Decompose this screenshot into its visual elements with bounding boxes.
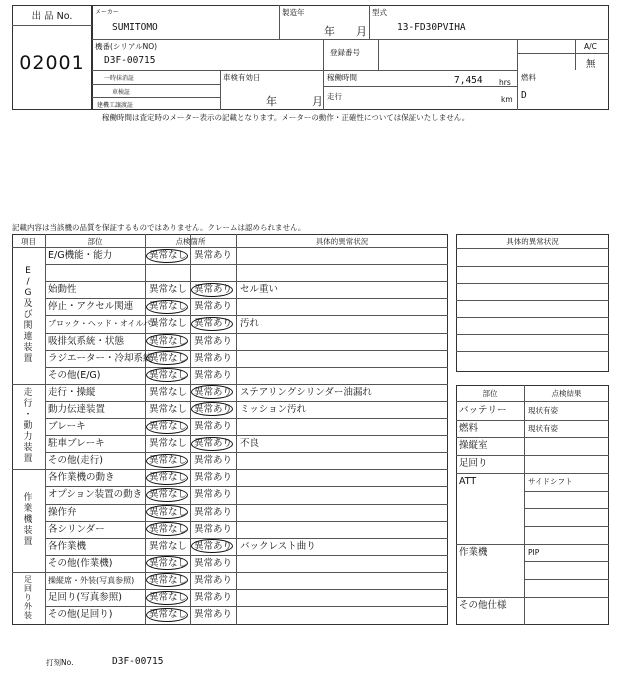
- table-row: [45, 384, 448, 401]
- group-label-char: 作: [23, 493, 33, 504]
- group-label-char: 装: [23, 443, 33, 454]
- normal-option: 異常なし: [149, 250, 188, 261]
- normal-option: 異常なし: [149, 523, 188, 535]
- temp-permit-label: 一時抹消証: [104, 75, 135, 82]
- selected-circle-mark: [146, 488, 188, 502]
- row-part: その他(E/G): [48, 369, 101, 381]
- stamp-label: 打刻No.: [46, 658, 74, 667]
- row-part: 動力伝達装置: [48, 403, 106, 415]
- normal-option: 異常なし: [149, 318, 188, 330]
- group-label-char: G: [24, 287, 32, 298]
- abnormal-option: 異常あり: [194, 284, 233, 296]
- group-label-char: 関: [23, 320, 33, 331]
- group-label: [22, 575, 34, 620]
- normal-option: 異常なし: [149, 352, 188, 364]
- selected-circle-mark: [191, 317, 233, 331]
- normal-option: 異常なし: [149, 455, 188, 467]
- right-detail-header: 具体的異常状況: [506, 237, 559, 246]
- group-label-char: 力: [23, 432, 33, 443]
- abnormal-option: 異常あり: [194, 609, 233, 621]
- abnormal-option: 異常あり: [194, 455, 233, 467]
- group-label: [22, 388, 34, 465]
- quality-notice: 記載内容は当該機の品質を保証するものではありません。クレームは認められません。: [12, 223, 306, 232]
- selected-circle-mark: [146, 505, 188, 519]
- construction-cert-label: 建機工譲渡証: [97, 102, 134, 109]
- maker-value: SUMITOMO: [112, 22, 158, 33]
- fuel-value: D: [521, 90, 527, 101]
- inspection-expiry-label: 車検有効日: [223, 73, 261, 82]
- normal-option: 異常なし: [149, 472, 188, 484]
- table-row: [45, 504, 448, 521]
- group-label-char: り: [24, 593, 32, 603]
- registration-label: 登録番号: [330, 48, 360, 57]
- table-row: [45, 606, 448, 623]
- selected-circle-mark: [146, 300, 188, 314]
- normal-option: 異常なし: [149, 335, 188, 347]
- selected-circle-mark: [146, 591, 188, 605]
- row-detail: バックレスト曲り: [240, 540, 316, 552]
- serial-value: D3F-00715: [104, 55, 156, 66]
- normal-option: 異常なし: [149, 421, 188, 432]
- abnormal-option: 異常あり: [194, 574, 233, 586]
- row-part: 各シリンダー: [48, 523, 105, 535]
- header-item: 項目: [21, 237, 36, 246]
- abnormal-option: 異常あり: [194, 523, 233, 535]
- table-row: [45, 589, 448, 606]
- table-row: [45, 281, 448, 298]
- abnormal-option: 異常あり: [194, 352, 233, 364]
- table-row: [45, 333, 448, 350]
- selected-circle-mark: [146, 522, 188, 536]
- normal-option: 異常なし: [149, 369, 188, 381]
- inspection-month-unit: 月: [312, 95, 323, 108]
- group-label: [22, 266, 34, 365]
- abnormal-option: 異常あり: [194, 592, 233, 603]
- table-row: [45, 435, 448, 452]
- abnormal-option: 異常あり: [194, 472, 233, 484]
- hours-unit: hrs: [499, 78, 511, 87]
- selected-circle-mark: [191, 437, 233, 451]
- group-label-char: 装: [24, 611, 32, 621]
- inspection-year-unit: 年: [266, 95, 277, 108]
- vehicle-cert-label: 車検証: [112, 89, 131, 96]
- normal-option: 異常なし: [149, 438, 188, 450]
- abnormal-option: 異常あり: [194, 489, 233, 501]
- table-row: [45, 555, 448, 572]
- header-detail: 具体的異常状況: [315, 237, 369, 246]
- row-part: 各作業機: [48, 540, 87, 552]
- group-label-char: 回: [24, 584, 32, 594]
- normal-option: 異常なし: [149, 284, 188, 296]
- row-part: その他(走行): [48, 455, 103, 467]
- travel-label: 走行: [327, 92, 342, 101]
- row-detail: セル重い: [240, 284, 279, 296]
- result-row-part: 足回り: [459, 458, 488, 470]
- group-label-char: 業: [23, 504, 33, 515]
- month-unit: 月: [356, 25, 367, 38]
- row-part: 走行・操縦: [48, 386, 96, 398]
- result-row-part: 操縦室: [459, 440, 488, 452]
- group-label-char: び: [23, 309, 33, 320]
- normal-option: 異常なし: [149, 540, 188, 552]
- group-label-char: E: [25, 265, 31, 276]
- row-part: その他(足回り): [48, 609, 113, 621]
- row-part: 操縦席・外装(写真参照): [48, 575, 135, 585]
- row-detail: ステアリングシリンダー油漏れ: [240, 386, 372, 398]
- result-row-value: サイドシフト: [528, 476, 573, 486]
- normal-option: 異常なし: [149, 557, 188, 569]
- result-row-value: 現状有姿: [528, 406, 558, 415]
- abnormal-option: 異常あり: [194, 369, 233, 381]
- table-row: [45, 538, 448, 555]
- row-part: その他(作業機): [48, 557, 113, 569]
- normal-option: 異常なし: [149, 386, 188, 398]
- year-label: 製造年: [282, 8, 305, 17]
- group-label-char: 装: [23, 526, 33, 537]
- row-part: ラジエーター・冷却系統: [48, 352, 153, 364]
- group-label-char: 走: [23, 388, 33, 399]
- group-label-char: 装: [23, 342, 33, 353]
- row-part: ブロック・ヘッド・オイルパン: [48, 319, 159, 329]
- selected-circle-mark: [146, 334, 188, 348]
- group-label-char: 行: [23, 399, 33, 410]
- row-part: オプション装置の動き: [48, 489, 143, 501]
- abnormal-option: 異常あり: [194, 335, 233, 347]
- abnormal-option: 異常あり: [194, 403, 233, 415]
- selected-circle-mark: [146, 471, 188, 485]
- group-label-char: 動: [23, 421, 33, 432]
- ac-value: 無: [586, 59, 596, 70]
- selected-circle-mark: [191, 283, 233, 297]
- abnormal-option: 異常あり: [194, 318, 233, 330]
- table-row: [45, 469, 448, 486]
- selected-circle-mark: [146, 351, 188, 365]
- table-row: [45, 247, 448, 264]
- normal-option: 異常なし: [149, 489, 188, 501]
- selected-circle-mark: [146, 420, 188, 434]
- fuel-label: 燃料: [521, 73, 536, 82]
- group-label-char: 足: [24, 575, 32, 585]
- table-row: [45, 264, 448, 281]
- header-part: 部位: [87, 237, 103, 246]
- normal-option: 異常なし: [149, 592, 188, 603]
- result-row-part: 作業機: [459, 546, 488, 558]
- group-label: [22, 493, 34, 548]
- abnormal-option: 異常あり: [194, 250, 233, 261]
- abnormal-option: 異常あり: [194, 301, 233, 313]
- table-row: [45, 521, 448, 538]
- normal-option: 異常なし: [149, 403, 188, 415]
- table-row: [45, 452, 448, 469]
- abnormal-option: 異常あり: [194, 421, 233, 432]
- abnormal-option: 異常あり: [194, 386, 233, 398]
- km-unit: km: [501, 95, 513, 104]
- model-label: 型式: [372, 8, 387, 17]
- row-detail: 不良: [240, 438, 260, 450]
- group-label-char: 置: [23, 537, 33, 548]
- table-row: [45, 298, 448, 315]
- table-row: [45, 486, 448, 503]
- normal-option: 異常なし: [149, 574, 188, 586]
- row-part: 操作弁: [48, 506, 77, 518]
- abnormal-option: 異常あり: [194, 557, 233, 569]
- abnormal-option: 異常あり: [194, 540, 233, 552]
- row-part: 駐車ブレーキ: [48, 438, 105, 450]
- group-label-char: 置: [23, 353, 33, 364]
- normal-option: 異常なし: [149, 301, 188, 313]
- year-unit: 年: [324, 25, 335, 38]
- selected-circle-mark: [146, 454, 188, 468]
- result-row-part: バッテリー: [459, 405, 507, 416]
- group-label-char: 機: [23, 515, 33, 526]
- group-label-char: 連: [23, 331, 33, 342]
- hours-disclaimer: 稼働時間は査定時のメーター表示の記載となります。メーターの動作・正確性については保証いたしません。: [102, 113, 470, 122]
- selected-circle-mark: [146, 249, 188, 263]
- shipment-no-label: 出 品 No.: [31, 11, 73, 22]
- row-part: 足回り(写真参照): [48, 592, 122, 603]
- table-row: [45, 418, 448, 435]
- row-part: 吸排気系統・状態: [48, 335, 125, 347]
- abnormal-option: 異常あり: [194, 438, 233, 450]
- result-row-value: PIP: [528, 547, 540, 557]
- row-part: 停止・アクセル関連: [48, 301, 134, 313]
- row-detail: 汚れ: [240, 318, 260, 330]
- group-label-char: 外: [24, 602, 32, 612]
- abnormal-option: 異常あり: [194, 506, 233, 518]
- hours-value: 7,454: [454, 75, 483, 86]
- result-row-part: その他仕様: [459, 599, 507, 611]
- result-row-value: 現状有姿: [528, 423, 558, 433]
- result-header-result: 点検結果: [551, 389, 582, 398]
- stamp-value: D3F-00715: [112, 656, 164, 667]
- maker-label: メーカー: [95, 9, 119, 16]
- ac-label: A/C: [584, 42, 597, 51]
- row-part: ブレーキ: [48, 421, 86, 432]
- normal-option: 異常なし: [149, 609, 188, 621]
- group-label-char: 置: [23, 454, 33, 465]
- row-part: E/G機能・能力: [48, 250, 113, 261]
- group-label-char: 及: [23, 298, 33, 309]
- table-row: [45, 350, 448, 367]
- selected-circle-mark: [146, 608, 188, 622]
- row-detail: ミッション汚れ: [240, 403, 307, 415]
- hours-label: 稼働時間: [327, 73, 357, 82]
- result-row-part: 燃料: [459, 422, 479, 434]
- group-label-char: /: [26, 276, 30, 287]
- table-row: [45, 401, 448, 418]
- table-row: [45, 315, 448, 332]
- row-part: 始動性: [48, 284, 77, 296]
- result-row-part: ATT: [459, 475, 477, 487]
- group-label-char: ・: [23, 410, 33, 421]
- result-header-part: 部位: [482, 389, 498, 398]
- header-check: 点検箇所: [175, 237, 206, 246]
- model-value: 13-FD30PVIHA: [397, 22, 466, 33]
- table-row: [45, 572, 448, 589]
- row-part: 各作業機の動き: [48, 472, 115, 484]
- serial-label: 機番(シリアルNO): [95, 42, 158, 51]
- table-row: [45, 367, 448, 384]
- normal-option: 異常なし: [149, 506, 188, 518]
- shipment-no: 02001: [19, 52, 85, 74]
